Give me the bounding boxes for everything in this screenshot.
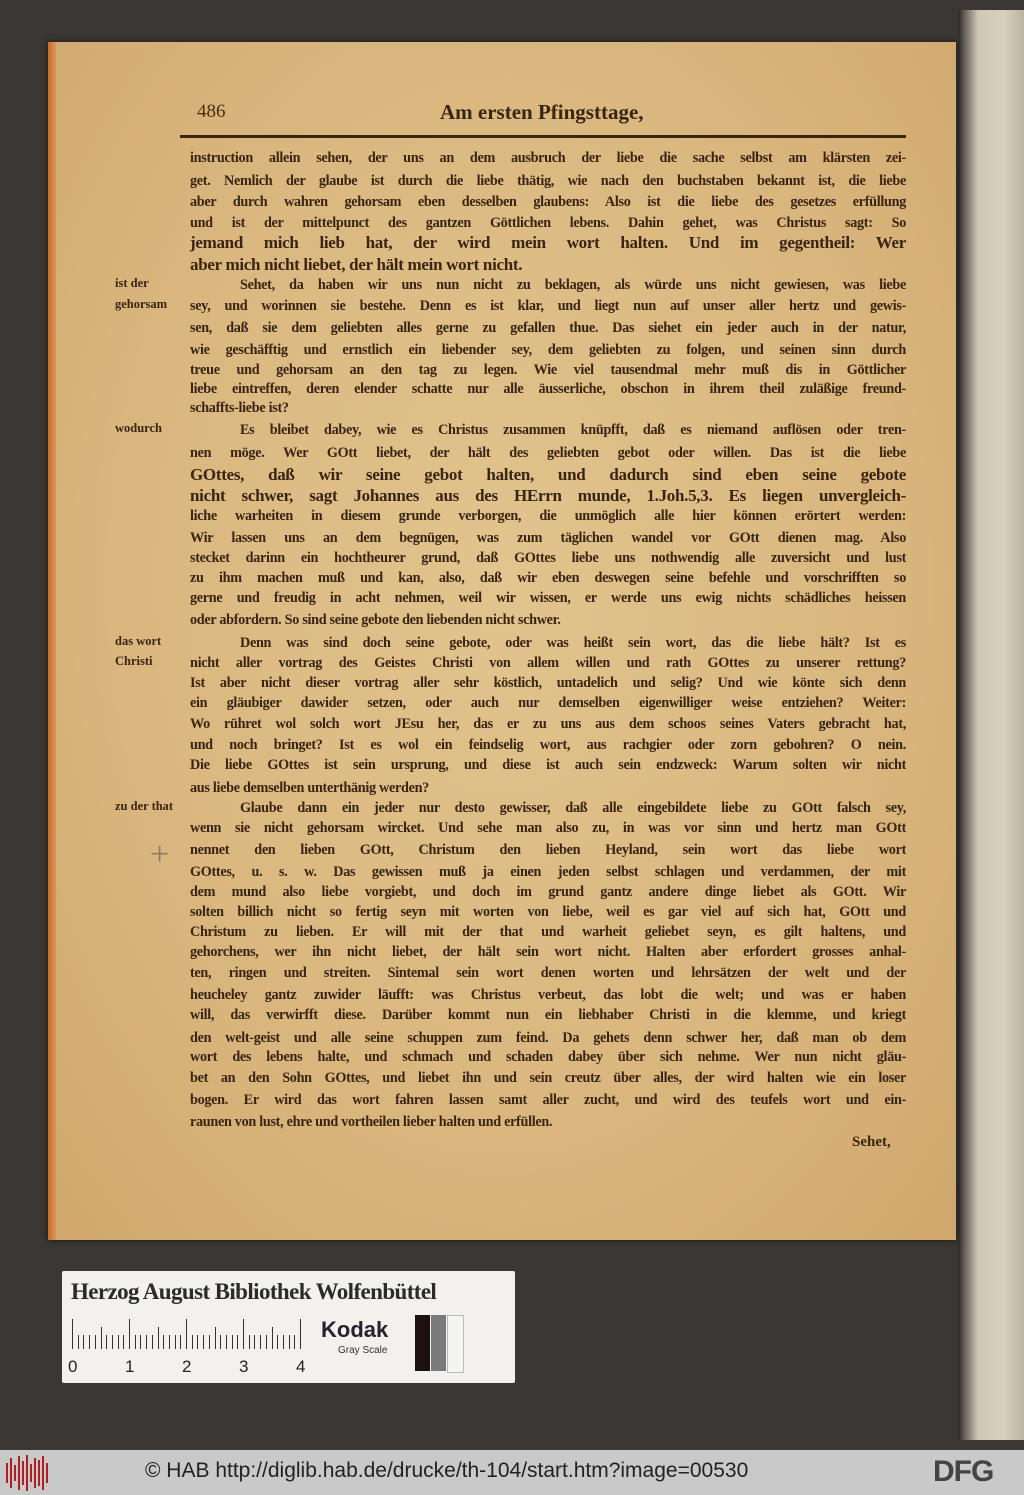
text-line: Die liebe GOttes ist sein ursprung, und diese ist auch sein endzweck: Warum solten wir nicht [190,757,906,773]
margin-note: wodurch [115,421,163,435]
text-line: nen möge. Wer GOtt liebet, der hält des geliebten gebot oder willen. Das ist die liebe [190,445,906,461]
ruler-tick [175,1335,176,1349]
logo-bar [14,1465,16,1481]
text-line: den welt-geist und alle seine schuppen zum feind. Da gehets denn schwer her, daß man ob dem [190,1030,906,1046]
margin-note: gehorsam [115,297,168,311]
text-line: treue und gehorsam an den tag zu legen. Wie viel tausendmal mehr muß dis in Göttlicher [190,362,906,378]
ruler-tick [272,1327,273,1349]
ruler-tick [146,1335,147,1349]
text-line: zu ihm machen muß und kan, also, daß wir eben deswegen seine befehle und vorschrifften so [190,570,906,586]
logo-bar [10,1458,12,1488]
text-line: Sehet, da haben wir uns nun nicht zu beklagen, als würde uns nicht gewiesen, was liebe [240,277,906,293]
ruler-tick [95,1335,96,1349]
text-line: heucheley gantz zuwider läufft: was Christus verbeut, das lobt die welt; und was er haben [190,987,906,1003]
text-line: wenn sie nicht gehorsam wircket. Und sehe man also zu, in was vor sinn und hertz man GOtt [190,820,906,836]
ruler-tick [232,1335,233,1349]
text-line: liche warheiten in diesem grunde verborgen, die unmöglich alle hier können erörtert werden: [190,508,906,524]
ruler-tick [192,1335,193,1349]
ruler-tick [300,1319,301,1349]
text-line: und noch bringet? Ist es wol ein feindselig wort, aus rachgier oder zorn gebohren? O nein. [190,737,906,753]
header-rule [180,135,906,138]
ruler-tick [283,1335,284,1349]
ruler-tick [163,1335,164,1349]
ruler-tick [129,1319,130,1349]
text-line: liebe eintreffen, deren elender schatte nur alle äusserliche, obschon in ihrem theil zuläßige freund- [190,381,906,397]
text-line: ten, ringen und streiten. Sintemal sein wort denen worten und lehrsätzen der welt und der [190,965,906,981]
text-line: will, das verwirfft diese. Darüber kommt nun ein liebhaber Christi in die klemme, und kriegt [190,1007,906,1023]
logo-bar [30,1464,32,1482]
pencil-mark: + [150,836,170,873]
text-line: dem mund also liebe vorgiebt, und doch im grund gantz andere dinge liebet als GOtt. Wir [190,884,906,900]
ruler-tick [220,1335,221,1349]
ruler-tick [203,1335,204,1349]
text-line: Wo rühret wol solch wort JEsu her, das er zu uns aus dem schoos seines Vaters gebracht hat, [190,716,906,732]
logo-bar [6,1463,8,1483]
logo-bar [34,1458,36,1488]
text-line: aber durch wahren gehorsam eben desselben glaubens: Also ist die liebe des gesetzes erfüllung [190,194,906,210]
text-line: Es bleibet dabey, wie es Christus zusammen knüpfft, daß es niemand auflösen oder tren- [240,422,906,438]
text-line: wie geschäfftig und ernstlich ein liebender sey, dem geliebten zu folgen, und seinen sinn durch [190,342,906,358]
ruler-tick [135,1335,136,1349]
ruler-tick [140,1335,141,1349]
ruler-tick [186,1319,187,1349]
ruler-number: 0 [68,1357,78,1376]
text-line: schaffts-liebe ist? [190,400,289,416]
ruler-tick [237,1335,238,1349]
text-line: Glaube dann ein jeder nur desto gewisser, daß alle eingebildete liebe zu GOtt falsch sey, [240,800,906,816]
catchword: Sehet, [852,1134,891,1150]
ruler-tick [226,1335,227,1349]
ruler-tick [83,1335,84,1349]
text-line: nicht aller vortrag des Geistes Christi von allem willen und rath GOttes zu unserer rettung? [190,655,906,671]
text-line: Ist aber nicht dieser vortrag aller sehr köstlich, untadelich und selig? Und wie könte sich denn [190,675,906,691]
ruler-tick [180,1335,181,1349]
copyright-link[interactable]: © HAB http://diglib.hab.de/drucke/th-104/start.htm?image=00530 [145,1459,749,1482]
ruler-number: 2 [182,1357,192,1376]
page-edge [48,42,56,1240]
ruler-tick [277,1335,278,1349]
text-line: nennet den lieben GOtt, Christum den lieben Heyland, sein wort das liebe wort [190,842,906,858]
ruler-number: 1 [125,1357,135,1376]
card-title: Herzog August Bibliothek Wolfenbüttel [71,1279,437,1304]
text-line: instruction allein sehen, der uns an dem ausbruch der liebe die sache selbst am klärsten zei- [190,150,906,166]
page-number: 486 [197,101,226,122]
text-line: ein gläubiger dawider setzen, oder auch nur demselben eigenwilliger weise entziehen? Weiter: [190,695,906,711]
ruler-tick [158,1327,159,1349]
ruler-tick [294,1335,295,1349]
text-line: stecket darinn ein hochtheurer grund, daß GOttes liebe uns nothwendig alle zuversicht und lust [190,550,906,566]
text-line: Christum zu lieben. Er will mit der that und warheit geliebet seyn, es gilt haltens, und [190,924,906,940]
logo-bar [42,1456,44,1490]
text-line: wort des lebens halte, und schmach und schaden dabey über sich nehme. Wer nun nicht gläu- [190,1049,906,1065]
ruler-tick [112,1335,113,1349]
text-line: get. Nemlich der glaube ist durch die liebe thätig, wie nach den buchstaben bekannt ist, die liebe [190,173,906,189]
next-page-edge [958,10,1024,1440]
dfg-logo: DFG [933,1455,994,1488]
ruler-tick [101,1327,102,1349]
text-line: GOttes, daß wir seine gebot halten, und dadurch sind eben seine gebote [190,465,906,484]
gray-swatch-gray [431,1315,446,1371]
ruler-tick [89,1335,90,1349]
text-line: und ist der mittelpunct des gantzen Göttlichen lebens. Dahin gehet, was Christus sagt: So [190,215,906,231]
text-line: GOttes, u. s. w. Das gewissen muß ja einen jeden selbst schlagen und verdammen, der mit [190,864,906,880]
ruler-tick [215,1327,216,1349]
text-line: Denn was sind doch seine gebote, oder was heißt sein wort, das die liebe hält? Ist es [240,635,906,651]
running-title: Am ersten Pfingsttage, [440,100,644,124]
ruler-tick [243,1319,244,1349]
text-line: aber mich nicht liebet, der hält mein wort nicht. [190,255,523,274]
ruler-tick [169,1335,170,1349]
gray-swatch-white [447,1315,464,1373]
margin-note: ist der [115,276,149,290]
logo-bar [26,1455,28,1491]
ruler-tick [254,1335,255,1349]
text-line: gehorchens, wer ihn nicht liebet, der hält sein wort nicht. Halten aber erfordert grosses anhal- [190,944,906,960]
logo-bar [22,1461,24,1485]
ruler-tick [118,1335,119,1349]
footer-bar [0,1450,1024,1495]
ruler-tick [106,1335,107,1349]
hab-logo-icon [6,1455,48,1491]
ruler-number: 3 [239,1357,249,1376]
text-line: aus liebe demselben unterthänig werden? [190,780,429,796]
ruler [72,1319,302,1349]
ruler-tick [289,1335,290,1349]
ruler-tick [78,1335,79,1349]
text-line: gerne und freudig in acht nehmen, weil wir wissen, er werde uns ewig nichts schädliches heissen [190,590,906,606]
text-line: bogen. Er wird das wort fahren lassen samt aller zucht, und wird des teufels wort und ein- [190,1092,906,1108]
text-line: sen, daß sie dem geliebten alles gerne zu gefallen thue. Das siehet ein jeder auch in der natur, [190,320,906,336]
gray-swatch-black [415,1315,430,1371]
library-color-card [62,1271,515,1383]
ruler-tick [249,1335,250,1349]
ruler-tick [266,1335,267,1349]
text-line: Wir lassen uns an dem begnügen, was zum täglichen wandel vor GOtt dienen mag. Also [190,530,906,546]
gray-scale-label: Gray Scale [338,1345,388,1356]
ruler-tick [197,1335,198,1349]
ruler-tick [72,1319,73,1349]
text-line: oder abfordern. So sind seine gebote den liebenden nicht schwer. [190,612,561,628]
text-line: jemand mich lieb hat, der wird mein wort halten. Und im gegentheil: Wer [190,233,906,252]
text-line: solten billich nicht so fertig seyn mit worten von liebe, weil es gar viel auf sich hat, GOtt und [190,904,906,920]
margin-note: Christi [115,654,153,668]
logo-bar [46,1463,48,1483]
margin-note: zu der that [115,799,174,813]
text-line: raunen von lust, ehre und vortheilen lieber halten und erfüllen. [190,1114,553,1130]
margin-note: das wort [115,634,162,648]
text-line: nicht schwer, sagt Johannes aus des HErrn munde, 1.Joh.5,3. Es liegen unvergleich- [190,486,906,505]
logo-bar [18,1456,20,1490]
text-line: sey, und worinnen sie bestehe. Denn es ist klar, und liegt nun auf unser aller hertz und gewis- [190,298,906,314]
ruler-tick [123,1335,124,1349]
logo-bar [38,1460,40,1486]
kodak-logo: Kodak [321,1317,389,1342]
ruler-number: 4 [296,1357,306,1376]
ruler-tick [260,1335,261,1349]
ruler-tick [209,1335,210,1349]
ruler-tick [152,1335,153,1349]
text-line: bet an den Sohn GOttes, und liebet ihn und sein creutz über alles, der wird halten wie ein loser [190,1070,906,1086]
